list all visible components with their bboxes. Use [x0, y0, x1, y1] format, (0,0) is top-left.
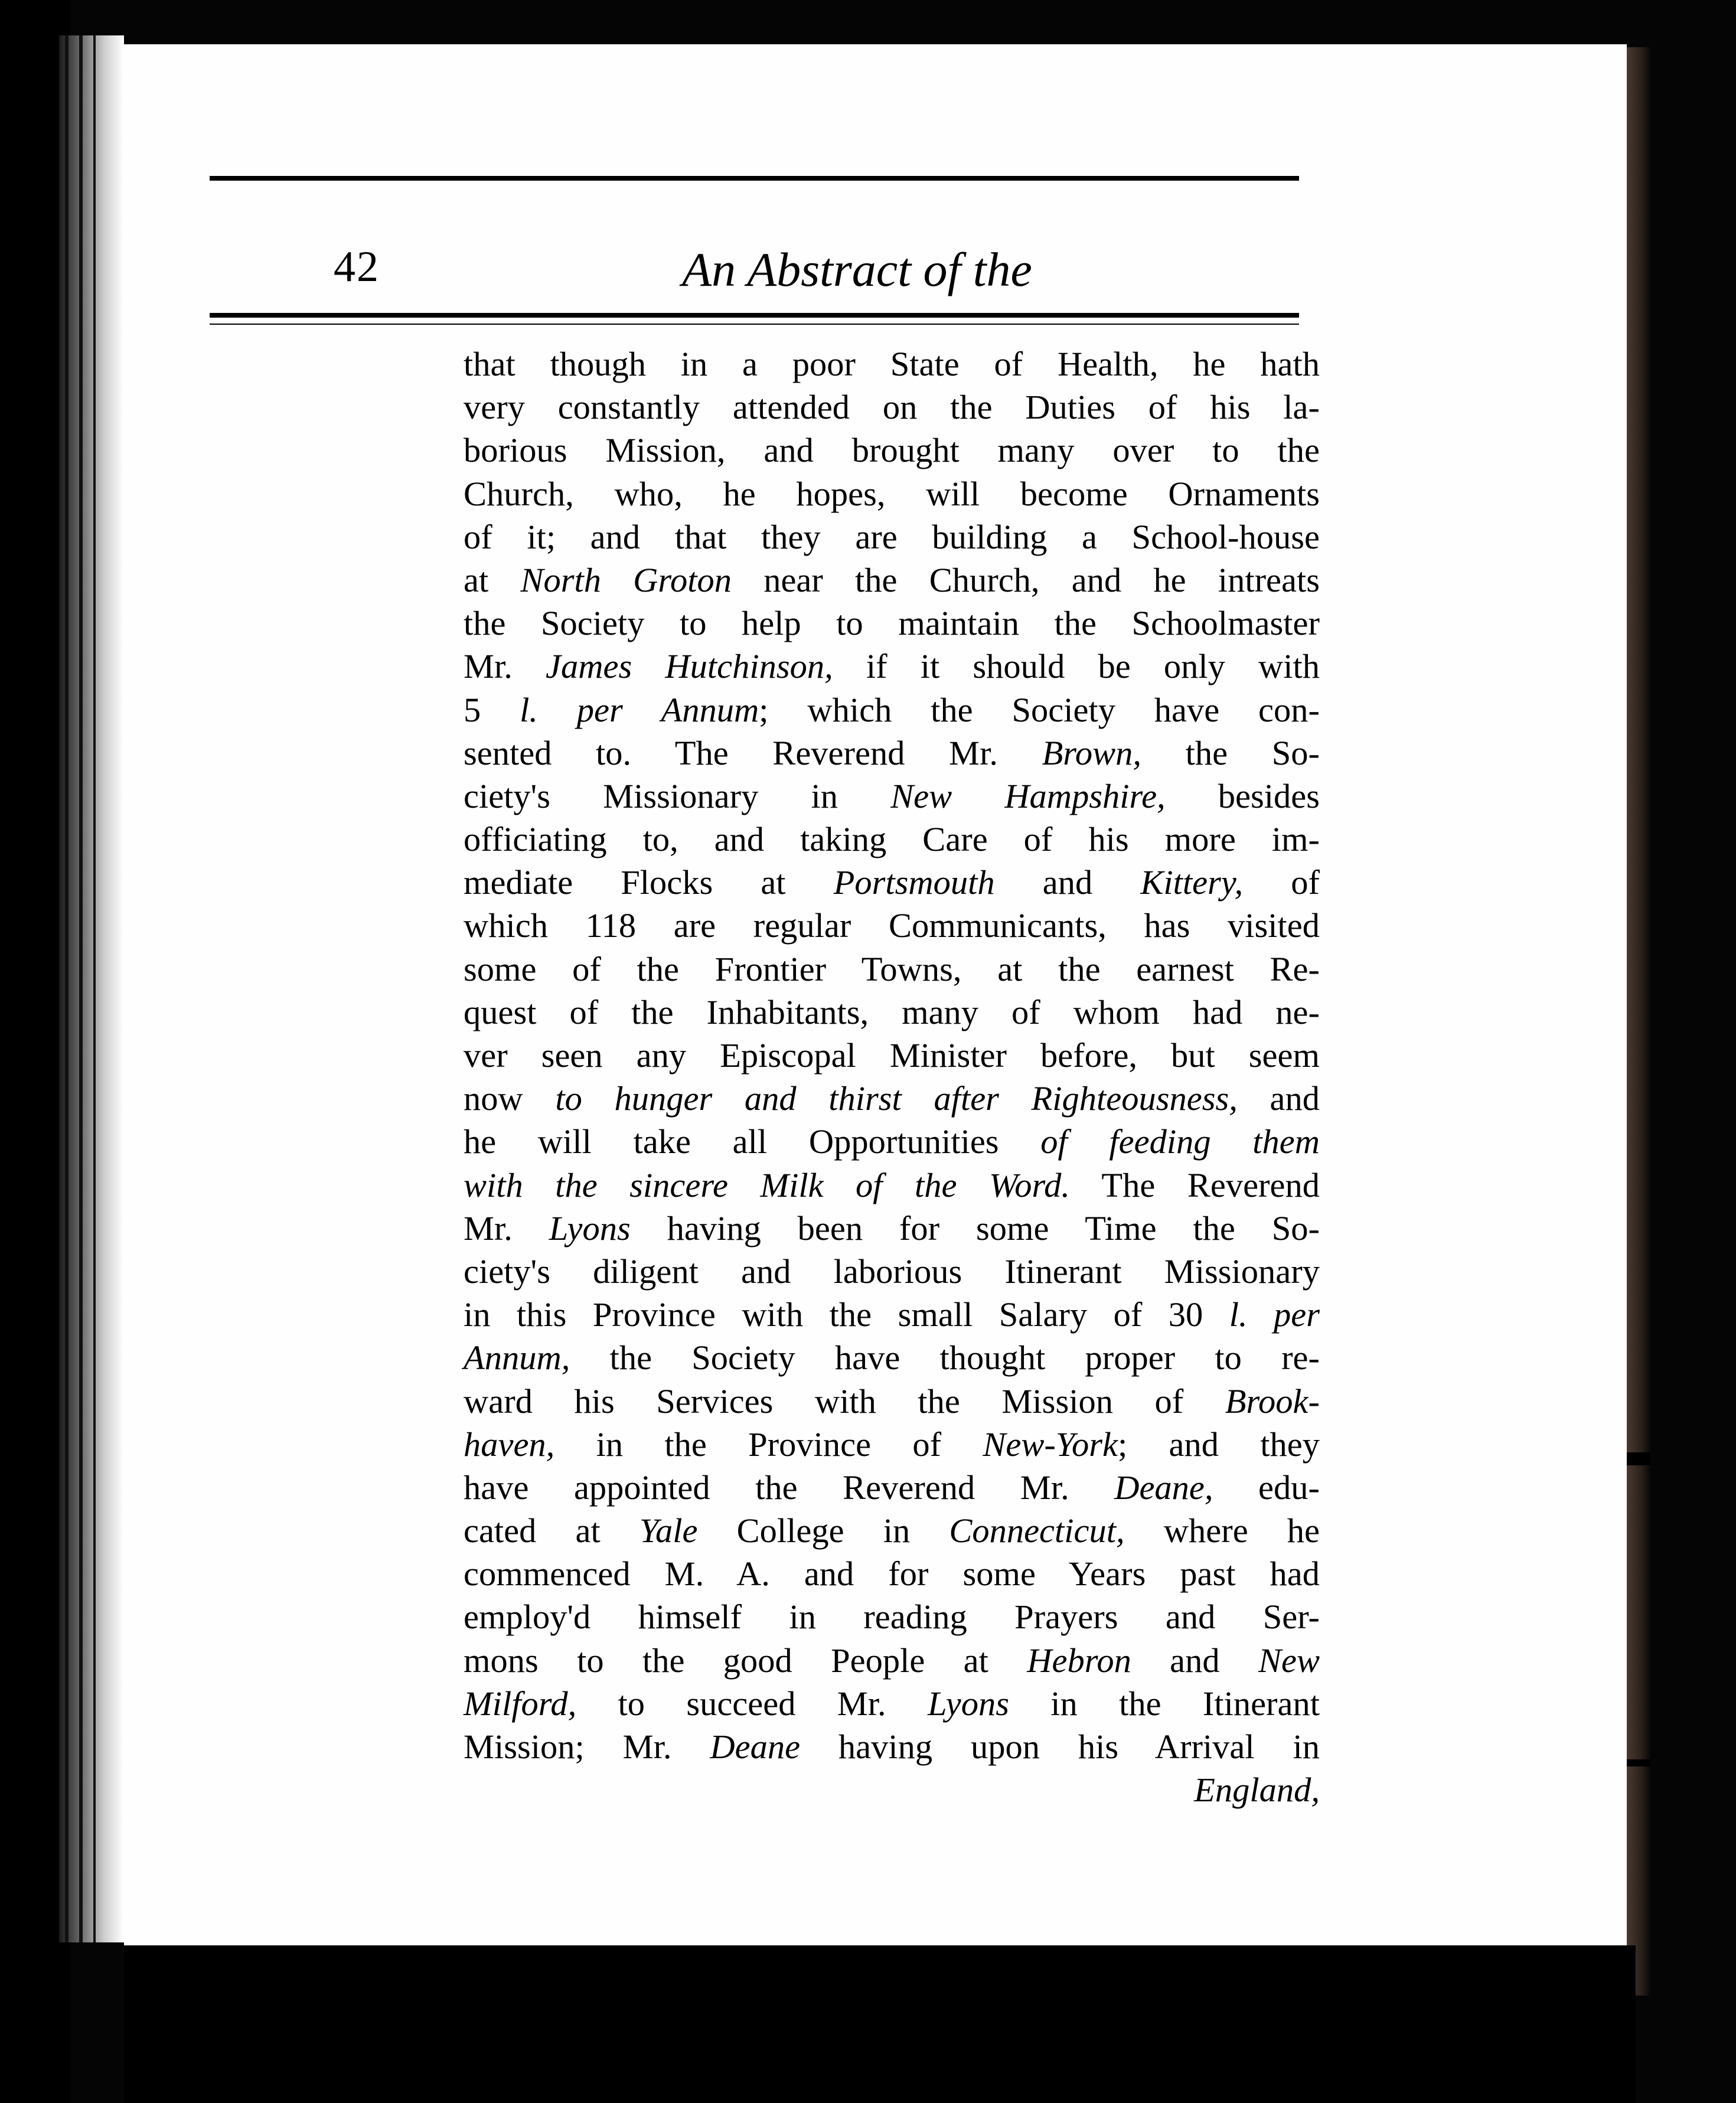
text-line — [464, 1336, 1320, 1379]
text-segment: borious Mission, and brought many over to the — [464, 431, 1320, 470]
italic-segment: Lyons — [549, 1209, 631, 1248]
text-line — [464, 1380, 1320, 1423]
body-text — [464, 342, 1320, 1811]
text-line — [464, 1120, 1320, 1163]
text-segment: employ'd himself in reading Prayers and Ser- — [464, 1598, 1320, 1637]
text-segment: now — [464, 1079, 556, 1118]
italic-segment: Connecticut, — [949, 1511, 1125, 1550]
text-segment: of it; and that they are building a School-house — [464, 517, 1320, 556]
text-line — [464, 515, 1320, 559]
text-segment: Church, who, he hopes, will become Ornaments — [464, 474, 1320, 513]
text-line — [464, 1077, 1320, 1120]
text-segment: ver seen any Episcopal Minister before, but seem — [464, 1036, 1320, 1075]
text-line — [464, 559, 1320, 602]
text-segment: ciety's diligent and laborious Itinerant Missionary — [464, 1252, 1320, 1291]
scan-bottom-border — [124, 1945, 1636, 2103]
catchword-text: England, — [1194, 1771, 1320, 1810]
text-segment: The Reverend — [1070, 1165, 1320, 1204]
text-line — [464, 1725, 1320, 1768]
text-line — [464, 342, 1320, 386]
text-line — [464, 1293, 1320, 1336]
text-segment: sented to. The Reverend Mr. — [464, 733, 1042, 772]
edge-mark — [1627, 1452, 1650, 1465]
text-line — [464, 1682, 1320, 1725]
italic-segment: Brown, — [1042, 733, 1142, 772]
edge-mark — [1627, 1759, 1650, 1766]
header-rule-top — [210, 176, 1299, 181]
header-rule-bottom — [210, 313, 1299, 318]
italic-segment: to hunger and thirst after Righteousness, — [555, 1079, 1238, 1118]
page-edge-line — [65, 35, 68, 1942]
text-segment: and — [1131, 1641, 1258, 1680]
text-segment: to succeed Mr. — [576, 1684, 928, 1723]
page-edge-line — [79, 35, 83, 1942]
italic-segment: l. per — [1229, 1295, 1320, 1334]
text-segment: near the Church, and he intreats — [732, 560, 1320, 599]
italic-segment: Annum, — [464, 1338, 570, 1377]
right-page-edge — [1627, 47, 1650, 1996]
italic-segment: Portsmouth — [833, 863, 995, 902]
text-line — [464, 1466, 1320, 1509]
text-line — [464, 688, 1320, 732]
italic-segment: Brook- — [1225, 1382, 1320, 1420]
page-number: 42 — [334, 243, 380, 291]
text-segment: the So- — [1141, 733, 1320, 772]
text-segment: that though in a poor State of Health, he hath — [464, 345, 1320, 383]
text-line — [464, 645, 1320, 688]
text-segment: mons to the good People at — [464, 1641, 1027, 1680]
text-segment: Mission; Mr. — [464, 1728, 710, 1766]
text-segment: very constantly attended on the Duties of his la- — [464, 388, 1320, 427]
italic-segment: North Groton — [520, 560, 732, 599]
text-segment: and — [994, 863, 1141, 902]
italic-segment: Yale — [639, 1511, 698, 1550]
text-segment: in the Itinerant — [1009, 1684, 1320, 1723]
text-segment: edu- — [1213, 1468, 1320, 1507]
text-line — [464, 1164, 1320, 1207]
text-segment: besides — [1165, 776, 1320, 815]
text-segment: and — [1237, 1079, 1320, 1118]
text-segment: ciety's Missionary in — [464, 776, 891, 815]
text-segment: College in — [697, 1511, 949, 1550]
text-segment: in this Province with the small Salary of 30 — [464, 1295, 1229, 1334]
text-segment: having upon his Arrival in — [800, 1728, 1320, 1766]
text-line — [464, 1552, 1320, 1595]
text-segment: cated at — [464, 1511, 639, 1550]
italic-segment: of feeding them — [1040, 1122, 1320, 1161]
text-line — [464, 602, 1320, 645]
text-segment: which 118 are regular Communicants, has visited — [464, 906, 1320, 945]
text-segment: Mr. — [464, 1209, 549, 1248]
text-segment: of — [1243, 863, 1320, 902]
text-segment: at — [464, 560, 521, 599]
text-segment: some of the Frontier Towns, at the earnest Re- — [464, 949, 1320, 988]
text-line — [464, 732, 1320, 775]
catchword — [464, 1768, 1320, 1811]
text-line — [464, 1250, 1320, 1293]
text-line — [464, 775, 1320, 818]
header-rule-bottom-thin — [210, 324, 1299, 325]
text-line — [464, 948, 1320, 991]
text-segment: officiating to, and taking Care of his more im- — [464, 820, 1320, 859]
text-segment: mediate Flocks at — [464, 863, 834, 902]
text-line — [464, 818, 1320, 861]
text-segment: the Society have thought proper to re- — [570, 1338, 1320, 1377]
page-edge-line — [93, 35, 96, 1942]
running-title: An Abstract of the — [682, 243, 1032, 296]
italic-segment: haven, — [464, 1425, 555, 1464]
text-segment: ; which the Society have con- — [759, 690, 1320, 729]
text-line — [464, 861, 1320, 904]
text-segment: Mr. — [464, 647, 546, 686]
text-line — [464, 1423, 1320, 1466]
text-line — [464, 1595, 1320, 1638]
italic-segment: New — [1258, 1641, 1320, 1680]
text-segment: having been for some Time the So- — [630, 1209, 1320, 1248]
text-segment: the Society to help to maintain the Schoolmaster — [464, 604, 1320, 643]
text-segment: quest of the Inhabitants, many of whom had ne- — [464, 992, 1320, 1031]
text-segment: where he — [1124, 1511, 1320, 1550]
text-line — [464, 1207, 1320, 1250]
text-line — [464, 991, 1320, 1034]
left-page-edges — [59, 35, 124, 1942]
italic-segment: New-York — [983, 1425, 1118, 1464]
text-line — [464, 1034, 1320, 1077]
text-line — [464, 1509, 1320, 1552]
text-segment: 5 — [464, 690, 520, 729]
text-segment: commenced M. A. and for some Years past had — [464, 1555, 1320, 1593]
text-segment: ; and they — [1118, 1425, 1320, 1464]
text-line — [464, 386, 1320, 429]
italic-segment: Lyons — [927, 1684, 1009, 1723]
text-segment: if it should be only with — [833, 647, 1320, 686]
italic-segment: Kittery, — [1140, 863, 1244, 902]
text-segment: in the Province of — [554, 1425, 983, 1464]
italic-segment: Hebron — [1027, 1641, 1131, 1680]
italic-segment: l. per Annum — [520, 690, 759, 729]
italic-segment: Deane — [710, 1728, 801, 1766]
text-line — [464, 472, 1320, 515]
text-segment: have appointed the Reverend Mr. — [464, 1468, 1115, 1507]
text-line — [464, 429, 1320, 472]
italic-segment: Deane, — [1114, 1468, 1213, 1507]
text-segment: ward his Services with the Mission of — [464, 1382, 1225, 1420]
italic-segment: with the sincere Milk of the Word. — [464, 1165, 1071, 1204]
text-line — [464, 904, 1320, 947]
italic-segment: Milford, — [464, 1684, 577, 1723]
italic-segment: James Hutchinson, — [546, 647, 833, 686]
italic-segment: New Hampshire, — [890, 776, 1166, 815]
text-line — [464, 1639, 1320, 1682]
text-segment: he will take all Opportunities — [464, 1122, 1041, 1161]
